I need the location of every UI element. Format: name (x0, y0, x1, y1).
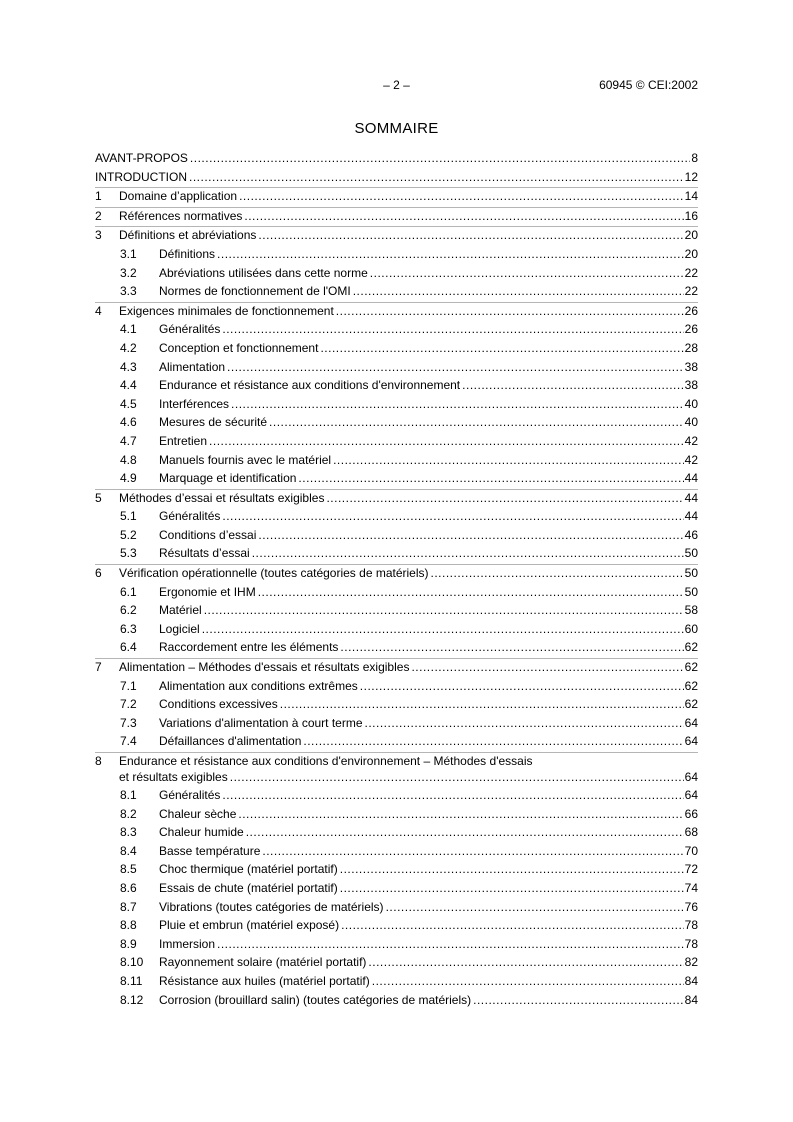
toc-entry-line (159, 584, 698, 600)
toc-entry[interactable] (95, 973, 698, 992)
toc-entry-line (119, 659, 698, 675)
toc-entry-title: Corrosion (brouillard salin) (toutes catégories de matériels) (159, 992, 472, 1007)
toc-entry[interactable] (95, 658, 698, 678)
toc-entry[interactable] (95, 545, 698, 564)
dot-leader (431, 565, 684, 581)
toc-entry-line (159, 433, 698, 449)
toc-entry-line (159, 321, 698, 337)
toc-entry-line (159, 246, 698, 262)
page-number: – 2 – (383, 78, 410, 92)
toc-entry[interactable] (95, 377, 698, 396)
toc-entry-page: 40 (684, 415, 698, 430)
toc-entry[interactable] (95, 187, 698, 207)
toc-entry-page: 20 (684, 228, 698, 243)
toc-entry-line (159, 715, 698, 731)
toc-entry-number: 3.2 (120, 265, 137, 280)
toc-entry-page: 40 (684, 396, 698, 411)
toc-entry[interactable] (95, 602, 698, 621)
toc-entry-page: 44 (684, 471, 698, 486)
toc-entry-title: Exigences minimales de fonctionnement (119, 303, 334, 318)
toc-entry-page: 20 (684, 246, 698, 261)
toc-entry[interactable] (95, 207, 698, 227)
toc-entry-title: Généralités (159, 509, 221, 524)
toc-entry[interactable] (95, 787, 698, 806)
dot-leader (258, 527, 683, 543)
toc-entry-page: 8 (691, 151, 698, 165)
toc-entry[interactable] (95, 733, 698, 752)
toc-entry[interactable] (95, 246, 698, 265)
toc-entry-title: Alimentation (159, 359, 226, 374)
toc-entry-number: 8.12 (120, 992, 144, 1007)
toc-entry-line (159, 508, 698, 524)
toc-entry[interactable] (95, 433, 698, 452)
toc-entry-number: 7.4 (120, 734, 137, 749)
toc-entry-line (119, 769, 698, 785)
toc-entry-line (159, 880, 698, 896)
toc-entry[interactable] (95, 283, 698, 302)
toc-entry-line (159, 359, 698, 375)
toc-entry-page: 66 (684, 806, 698, 821)
toc-entry-number: 6.3 (120, 621, 137, 636)
dot-leader (189, 169, 684, 185)
toc-entry-page: 12 (684, 169, 698, 184)
toc-entry-line (159, 340, 698, 356)
toc-entry-title: Conditions d’essai (159, 527, 257, 542)
toc-entry-title: Chaleur sèche (159, 806, 237, 821)
toc-entry-page: 72 (684, 862, 698, 877)
toc-entry[interactable] (95, 752, 698, 787)
dot-leader (222, 321, 683, 337)
dot-leader (298, 470, 683, 486)
dot-leader (411, 659, 683, 675)
toc-entry-title: Endurance et résistance aux conditions d'environnement (159, 378, 461, 393)
dot-leader (333, 452, 684, 468)
toc-entry-title: Marquage et identification (159, 471, 297, 486)
toc-entry-number: 5.1 (120, 509, 137, 524)
toc-entry-page: 68 (684, 825, 698, 840)
toc-entry[interactable] (95, 265, 698, 284)
toc-entry-line (159, 973, 698, 989)
toc-entry-page: 42 (684, 452, 698, 467)
toc-entry[interactable] (95, 414, 698, 433)
toc-entry[interactable] (95, 824, 698, 843)
toc-entry-line (119, 303, 698, 319)
toc-entry-page: 14 (684, 189, 698, 204)
toc-entry-page: 22 (684, 284, 698, 299)
toc-entry-page: 64 (684, 770, 698, 784)
toc-entry-number: 5 (95, 490, 102, 505)
toc-entry-title: Vérification opérationnelle (toutes catégories de matériels) (119, 566, 429, 581)
toc-entry-line (159, 917, 698, 933)
toc-entry-number: 2 (95, 208, 102, 223)
toc-entry-line (95, 169, 698, 185)
dot-leader (222, 508, 683, 524)
toc-entry-page: 74 (684, 880, 698, 895)
toc-entry-title: Méthodes d’essai et résultats exigibles (119, 490, 325, 505)
toc-entry-number: 8.2 (120, 806, 137, 821)
toc-entry[interactable] (95, 806, 698, 825)
toc-entry[interactable] (95, 340, 698, 359)
dot-leader (360, 678, 684, 694)
toc-entry-number: 8.5 (120, 862, 137, 877)
toc-entry[interactable] (95, 639, 698, 658)
toc-entry[interactable] (95, 321, 698, 340)
toc-entry-page: 38 (684, 359, 698, 374)
toc-entry-page: 26 (684, 303, 698, 318)
toc-entry-line (159, 602, 698, 618)
toc-entry-line (159, 843, 698, 859)
toc-entry-title: Interférences (159, 396, 230, 411)
toc-entry-title: Matériel (159, 603, 202, 618)
toc-entry-page: 50 (684, 566, 698, 581)
toc-entry[interactable] (95, 564, 698, 584)
toc-entry-number: 7.2 (120, 697, 137, 712)
toc-entry-page: 64 (684, 715, 698, 730)
toc-entry-title: Raccordement entre les éléments (159, 640, 339, 655)
toc-entry-line (159, 527, 698, 543)
toc-entry-title: Essais de chute (matériel portatif) (159, 880, 338, 895)
toc-entry-number: 4.9 (120, 471, 137, 486)
table-of-contents (95, 150, 698, 1010)
toc-entry-title: Ergonomie et IHM (159, 584, 256, 599)
toc-entry[interactable] (95, 508, 698, 527)
toc-entry[interactable] (95, 861, 698, 880)
toc-entry-title: Alimentation – Méthodes d'essais et résultats exigibles (119, 660, 410, 675)
toc-entry-line (159, 545, 698, 561)
toc-entry-line (159, 283, 698, 299)
toc-entry-number: 8.3 (120, 825, 137, 840)
dot-leader (340, 880, 684, 896)
toc-entry-title: Entretien (159, 433, 208, 448)
toc-entry[interactable] (95, 452, 698, 471)
toc-entry-line (159, 824, 698, 840)
toc-entry-number: 8.1 (120, 788, 137, 802)
toc-entry-title: Résultats d’essai (159, 546, 250, 561)
dot-leader (217, 246, 684, 262)
toc-entry-number: 8.10 (120, 955, 144, 970)
toc-entry-line (159, 265, 698, 281)
toc-entry-title: Basse température (159, 843, 261, 858)
toc-entry-number: 6.4 (120, 640, 137, 655)
toc-entry-page: 82 (684, 955, 698, 970)
toc-entry-page: 44 (684, 490, 698, 505)
toc-entry-number: 6 (95, 566, 102, 581)
toc-entry-line (159, 470, 698, 486)
toc-entry-page: 84 (684, 973, 698, 988)
toc-entry-title: Mesures de sécurité (159, 415, 268, 430)
toc-entry-line (159, 396, 698, 412)
toc-entry-line (159, 377, 698, 393)
toc-entry-title: Variations d'alimentation à court terme (159, 715, 363, 730)
dot-leader (340, 861, 684, 877)
dot-leader (246, 824, 684, 840)
toc-entry-number: 6.1 (120, 584, 137, 599)
toc-entry[interactable] (95, 899, 698, 918)
toc-entry-title: Vibrations (toutes catégories de matériels) (159, 899, 384, 914)
toc-entry-line (159, 678, 698, 694)
toc-entry[interactable] (95, 150, 698, 169)
toc-entry[interactable] (95, 489, 698, 509)
dot-leader (204, 602, 684, 618)
toc-entry-number: 8.6 (120, 880, 137, 895)
toc-entry[interactable] (95, 396, 698, 415)
toc-entry-number: 8.11 (120, 973, 143, 988)
dot-leader (231, 396, 684, 412)
toc-entry-page: 62 (684, 660, 698, 675)
toc-entry-number: 8.4 (120, 843, 137, 858)
toc-entry-page: 62 (684, 697, 698, 712)
toc-entry-title: Conditions excessives (159, 697, 278, 712)
toc-entry-line (159, 639, 698, 655)
toc-entry-page: 78 (684, 918, 698, 933)
toc-entry-line (159, 733, 698, 749)
page-title: SOMMAIRE (354, 120, 439, 137)
toc-entry-page: 50 (684, 584, 698, 599)
toc-entry-page: 62 (684, 678, 698, 693)
toc-entry-page: 76 (684, 899, 698, 914)
toc-entry-title: INTRODUCTION (95, 169, 187, 184)
toc-entry-page: 44 (684, 509, 698, 524)
toc-entry-line (159, 452, 698, 468)
toc-entry-line (119, 227, 698, 243)
toc-entry-number: 4 (95, 303, 102, 318)
toc-entry-title: Alimentation aux conditions extrêmes (159, 678, 358, 693)
toc-entry-line (119, 565, 698, 581)
toc-entry-number: 5.3 (120, 546, 137, 561)
toc-entry-number: 4.5 (120, 396, 137, 411)
toc-entry-line (159, 806, 698, 822)
toc-entry-number: 1 (95, 189, 102, 204)
dot-leader (473, 992, 684, 1008)
toc-entry-line (159, 414, 698, 430)
toc-entry[interactable] (95, 359, 698, 378)
toc-entry[interactable] (95, 169, 698, 188)
toc-entry[interactable] (95, 527, 698, 546)
toc-entry-number: 4.8 (120, 452, 137, 467)
dot-leader (336, 303, 684, 319)
toc-entry-title: Choc thermique (matériel portatif) (159, 862, 338, 877)
toc-entry-number: 5.2 (120, 527, 137, 542)
toc-entry-title: Normes de fonctionnement de l'OMI (159, 284, 351, 299)
toc-entry-line (159, 787, 698, 803)
toc-entry-line (159, 861, 698, 877)
dot-leader (340, 639, 683, 655)
toc-entry-page: 60 (684, 621, 698, 636)
page-header (95, 78, 698, 94)
toc-entry-number: 8 (95, 754, 102, 768)
toc-entry-page: 84 (684, 992, 698, 1007)
toc-entry-title: Définitions (159, 246, 216, 261)
toc-entry-title: Immersion (159, 936, 216, 951)
toc-entry-title: Conception et fonctionnement (159, 340, 319, 355)
toc-entry-page: 50 (684, 546, 698, 561)
dot-leader (462, 377, 683, 393)
dot-leader (217, 936, 684, 952)
toc-entry-title: Pluie et embrun (matériel exposé) (159, 918, 340, 933)
toc-entry-title: Rayonnement solaire (matériel portatif) (159, 955, 367, 970)
dot-leader (280, 696, 684, 712)
toc-entry[interactable] (95, 954, 698, 973)
toc-entry-number: 4.3 (120, 359, 137, 374)
dot-leader (230, 769, 684, 785)
dot-leader (244, 208, 683, 224)
document-reference: 60945 © CEI:2002 (599, 78, 698, 92)
toc-entry-page: 26 (684, 322, 698, 337)
toc-entry-line (119, 490, 698, 506)
toc-entry[interactable] (95, 226, 698, 246)
toc-entry-title-continued: et résultats exigibles (119, 770, 228, 784)
toc-entry-title: Manuels fournis avec le matériel (159, 452, 332, 467)
dot-leader (341, 917, 684, 933)
toc-entry-title: Endurance et résistance aux conditions d'environnement – Méthodes d'essais (119, 754, 533, 768)
toc-entry-page: 42 (684, 433, 698, 448)
toc-entry-number: 7 (95, 660, 102, 675)
dot-leader (258, 227, 683, 243)
dot-leader (303, 733, 683, 749)
toc-entry[interactable] (95, 936, 698, 955)
toc-entry-number: 4.6 (120, 415, 137, 430)
toc-entry-page: 58 (684, 603, 698, 618)
toc-entry-page: 64 (684, 734, 698, 749)
dot-leader (353, 283, 684, 299)
dot-leader (269, 414, 684, 430)
toc-entry-line (159, 992, 698, 1008)
dot-leader (190, 150, 690, 166)
toc-entry-number: 6.2 (120, 603, 137, 618)
toc-entry[interactable] (95, 992, 698, 1011)
toc-entry-line (159, 936, 698, 952)
toc-entry[interactable] (95, 678, 698, 697)
toc-entry-page: 62 (684, 640, 698, 655)
toc-entry-line (95, 150, 698, 166)
toc-entry-line (159, 899, 698, 915)
toc-entry-title: Résistance aux huiles (matériel portatif) (159, 973, 370, 988)
toc-entry[interactable] (95, 696, 698, 715)
toc-entry-line (159, 696, 698, 712)
toc-entry-line (119, 188, 698, 204)
toc-entry-number: 3.3 (120, 284, 137, 299)
toc-entry-page: 64 (684, 788, 698, 802)
toc-entry-line (159, 954, 698, 970)
toc-entry-title: Abréviations utilisées dans cette norme (159, 265, 368, 280)
dot-leader (326, 490, 683, 506)
dot-leader (320, 340, 683, 356)
dot-leader (262, 843, 683, 859)
toc-entry-title: Références normatives (119, 208, 243, 223)
toc-entry-title: Chaleur humide (159, 825, 244, 840)
toc-entry-title: Logiciel (159, 621, 200, 636)
toc-entry-number: 4.7 (120, 433, 137, 448)
toc-entry[interactable] (95, 470, 698, 489)
dot-leader (222, 787, 683, 803)
toc-entry-title: Généralités (159, 322, 221, 337)
toc-entry-line (159, 621, 698, 637)
toc-entry-number: 7.1 (120, 678, 137, 693)
toc-entry-number: 4.4 (120, 378, 137, 393)
dot-leader (202, 621, 684, 637)
dot-leader (372, 973, 684, 989)
dot-leader (209, 433, 684, 449)
dot-leader (386, 899, 684, 915)
toc-entry-number: 4.1 (120, 322, 137, 337)
toc-entry-page: 28 (684, 340, 698, 355)
toc-entry-title: Définitions et abréviations (119, 228, 257, 243)
toc-entry-number: 7.3 (120, 715, 137, 730)
toc-entry-title: Défaillances d'alimentation (159, 734, 302, 749)
toc-entry[interactable] (95, 584, 698, 603)
toc-entry-page: 16 (684, 208, 698, 223)
toc-entry-number: 8.7 (120, 899, 137, 914)
toc-entry-title: Domaine d’application (119, 189, 238, 204)
toc-entry-number: 4.2 (120, 340, 137, 355)
toc-entry[interactable] (95, 621, 698, 640)
dot-leader (365, 715, 684, 731)
toc-entry-number: 8.9 (120, 936, 137, 951)
dot-leader (258, 584, 684, 600)
toc-entry-title: Généralités (159, 788, 221, 802)
dot-leader (238, 806, 683, 822)
toc-entry-page: 38 (684, 378, 698, 393)
toc-entry[interactable] (95, 917, 698, 936)
dot-leader (239, 188, 684, 204)
toc-entry-number: 8.8 (120, 918, 137, 933)
toc-entry[interactable] (95, 843, 698, 862)
toc-entry-title: AVANT-PROPOS (95, 151, 188, 165)
dot-leader (370, 265, 684, 281)
toc-entry-line (119, 208, 698, 224)
toc-entry-page: 78 (684, 936, 698, 951)
toc-entry[interactable] (95, 715, 698, 734)
toc-entry-number: 3.1 (120, 246, 137, 261)
dot-leader (252, 545, 684, 561)
toc-entry[interactable] (95, 880, 698, 899)
dot-leader (227, 359, 684, 375)
toc-entry-page: 70 (684, 843, 698, 858)
toc-entry-number: 3 (95, 228, 102, 243)
toc-entry-page: 22 (684, 265, 698, 280)
toc-entry-page: 46 (684, 527, 698, 542)
toc-entry[interactable] (95, 302, 698, 322)
dot-leader (368, 954, 683, 970)
